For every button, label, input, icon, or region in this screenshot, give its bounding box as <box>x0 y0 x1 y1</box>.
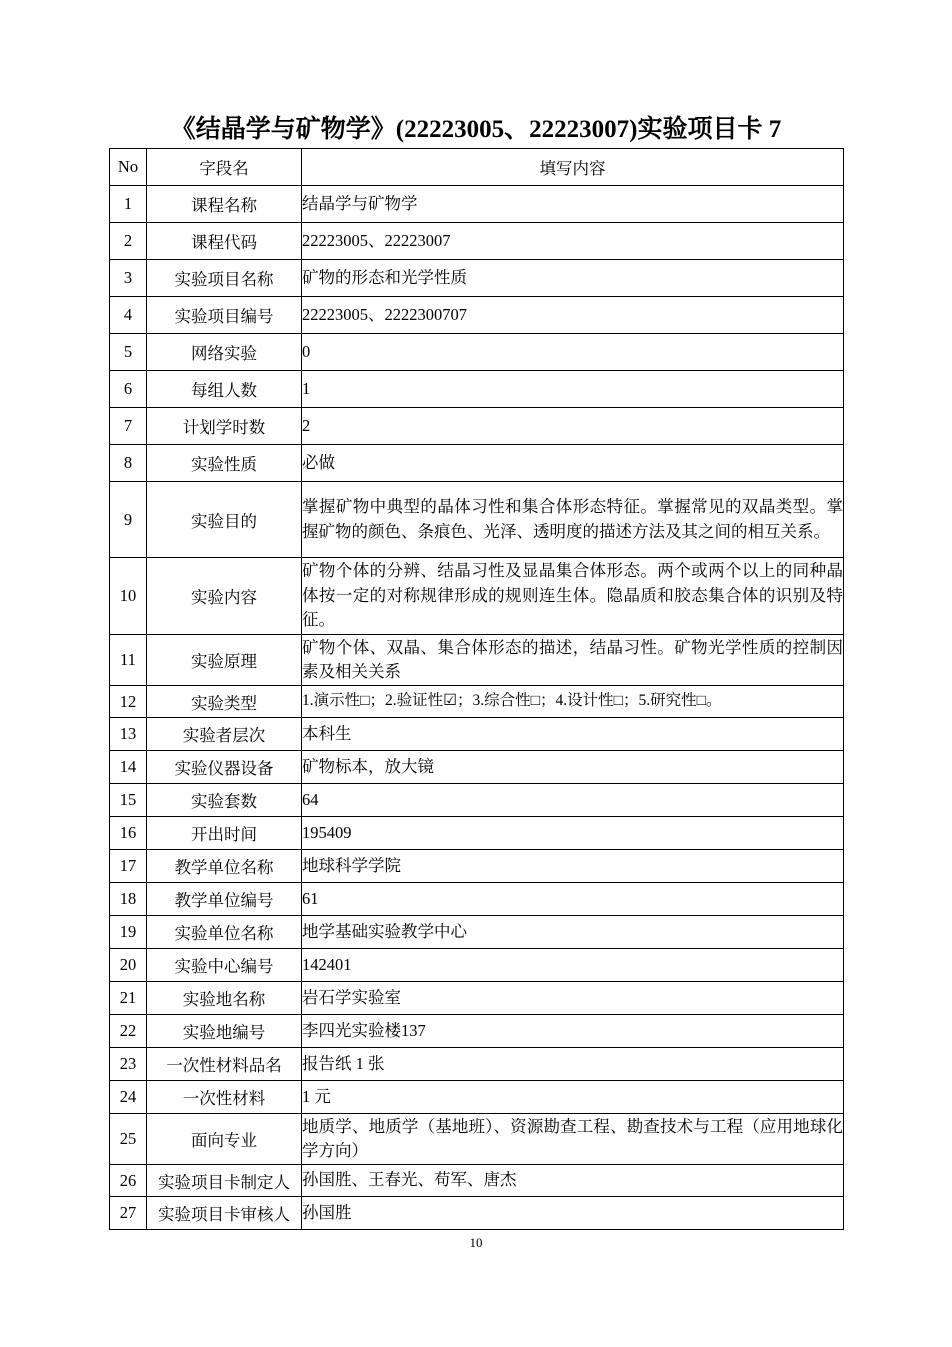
row-value: 孙国胜 <box>302 1197 844 1230</box>
row-field: 每组人数 <box>147 371 302 408</box>
row-number: 2 <box>110 223 147 260</box>
row-field: 一次性材料 <box>147 1081 302 1114</box>
row-value: 61 <box>302 883 844 916</box>
table-row <box>110 371 844 408</box>
row-value: 孙国胜、王春光、苟军、唐杰 <box>302 1165 844 1197</box>
row-field: 课程代码 <box>147 223 302 260</box>
table-row <box>110 1165 844 1197</box>
row-value: 矿物的形态和光学性质 <box>302 260 844 297</box>
row-value: 地球科学学院 <box>302 850 844 883</box>
table-row <box>110 1015 844 1048</box>
row-number: 1 <box>110 186 147 223</box>
table-row <box>110 558 844 635</box>
row-number: 18 <box>110 883 147 916</box>
row-number: 6 <box>110 371 147 408</box>
row-number: 27 <box>110 1197 147 1230</box>
row-field: 实验项目卡审核人 <box>147 1197 302 1230</box>
table-row <box>110 297 844 334</box>
header-no: No <box>110 149 147 186</box>
row-field: 一次性材料品名 <box>147 1048 302 1081</box>
table-row <box>110 817 844 850</box>
row-field: 实验仪器设备 <box>147 751 302 784</box>
row-value: 地学基础实验教学中心 <box>302 916 844 949</box>
table-header-row <box>110 149 844 186</box>
row-number: 11 <box>110 635 147 686</box>
header-content: 填写内容 <box>302 149 844 186</box>
row-number: 19 <box>110 916 147 949</box>
row-value: 22223005、2222300707 <box>302 297 844 334</box>
row-number: 5 <box>110 334 147 371</box>
row-number: 3 <box>110 260 147 297</box>
row-field: 实验中心编号 <box>147 949 302 982</box>
row-number: 10 <box>110 558 147 635</box>
experiment-card-table <box>109 148 844 1230</box>
row-value: 22223005、22223007 <box>302 223 844 260</box>
row-number: 7 <box>110 408 147 445</box>
table-row <box>110 718 844 751</box>
row-field: 网络实验 <box>147 334 302 371</box>
row-number: 24 <box>110 1081 147 1114</box>
row-field: 实验套数 <box>147 784 302 817</box>
table-row <box>110 949 844 982</box>
row-value: 矿物标本，放大镜 <box>302 751 844 784</box>
row-number: 25 <box>110 1114 147 1165</box>
table-row <box>110 223 844 260</box>
table-row <box>110 186 844 223</box>
row-field: 实验内容 <box>147 558 302 635</box>
row-number: 26 <box>110 1165 147 1197</box>
row-number: 20 <box>110 949 147 982</box>
table-row <box>110 1114 844 1165</box>
table-row <box>110 982 844 1015</box>
table-row <box>110 850 844 883</box>
table-row <box>110 883 844 916</box>
row-value: 195409 <box>302 817 844 850</box>
row-value: 142401 <box>302 949 844 982</box>
table-row <box>110 1197 844 1230</box>
table-row <box>110 482 844 558</box>
row-number: 16 <box>110 817 147 850</box>
row-field: 实验类型 <box>147 686 302 718</box>
row-value: 掌握矿物中典型的晶体习性和集合体形态特征。掌握常见的双晶类型。掌握矿物的颜色、条痕色、光泽、透明度的描述方法及其之间的相互关系。 <box>302 482 844 558</box>
row-value: 2 <box>302 408 844 445</box>
row-number: 22 <box>110 1015 147 1048</box>
table-row <box>110 408 844 445</box>
row-field: 实验目的 <box>147 482 302 558</box>
row-number: 4 <box>110 297 147 334</box>
row-number: 8 <box>110 445 147 482</box>
table-row <box>110 334 844 371</box>
row-number: 9 <box>110 482 147 558</box>
row-value: 1 <box>302 371 844 408</box>
row-number: 17 <box>110 850 147 883</box>
row-value: 地质学、地质学（基地班）、资源勘查工程、勘查技术与工程（应用地球化学方向） <box>302 1114 844 1165</box>
row-value: 1 元 <box>302 1081 844 1114</box>
table-row <box>110 635 844 686</box>
row-field: 开出时间 <box>147 817 302 850</box>
header-field-name: 字段名 <box>147 149 302 186</box>
table-row <box>110 686 844 718</box>
row-field: 实验项目名称 <box>147 260 302 297</box>
row-value: 本科生 <box>302 718 844 751</box>
row-number: 12 <box>110 686 147 718</box>
row-field: 实验单位名称 <box>147 916 302 949</box>
table-row <box>110 260 844 297</box>
row-field: 教学单位编号 <box>147 883 302 916</box>
row-field: 实验项目卡制定人 <box>147 1165 302 1197</box>
row-value: 0 <box>302 334 844 371</box>
row-field: 教学单位名称 <box>147 850 302 883</box>
row-value: 必做 <box>302 445 844 482</box>
row-value: 64 <box>302 784 844 817</box>
row-field: 课程名称 <box>147 186 302 223</box>
row-field: 计划学时数 <box>147 408 302 445</box>
table-row <box>110 445 844 482</box>
table-row <box>110 751 844 784</box>
row-value: 李四光实验楼137 <box>302 1015 844 1048</box>
row-value: 报告纸 1 张 <box>302 1048 844 1081</box>
row-number: 15 <box>110 784 147 817</box>
row-number: 14 <box>110 751 147 784</box>
table-row <box>110 784 844 817</box>
row-value: 矿物个体、双晶、集合体形态的描述，结晶习性。矿物光学性质的控制因素及相关关系 <box>302 635 844 686</box>
row-number: 23 <box>110 1048 147 1081</box>
row-field: 实验地编号 <box>147 1015 302 1048</box>
row-number: 13 <box>110 718 147 751</box>
row-field: 实验者层次 <box>147 718 302 751</box>
row-value: 岩石学实验室 <box>302 982 844 1015</box>
table-row <box>110 916 844 949</box>
row-field: 实验原理 <box>147 635 302 686</box>
row-field: 实验地名称 <box>147 982 302 1015</box>
table-row <box>110 1048 844 1081</box>
page-number: 10 <box>469 1235 483 1250</box>
row-value: 矿物个体的分辨、结晶习性及显晶集合体形态。两个或两个以上的同种晶体按一定的对称规律形成的规则连生体。隐晶质和胶态集合体的识别及特征。 <box>302 558 844 635</box>
document-title: 《结晶学与矿物学》(22223005、22223007)实验项目卡 7 <box>170 116 782 143</box>
row-number: 21 <box>110 982 147 1015</box>
table-row <box>110 1081 844 1114</box>
row-value: 结晶学与矿物学 <box>302 186 844 223</box>
row-field: 实验性质 <box>147 445 302 482</box>
row-field: 实验项目编号 <box>147 297 302 334</box>
row-field: 面向专业 <box>147 1114 302 1165</box>
row-value: 1.演示性□；2.验证性☑；3.综合性□；4.设计性□；5.研究性□。 <box>302 686 844 718</box>
